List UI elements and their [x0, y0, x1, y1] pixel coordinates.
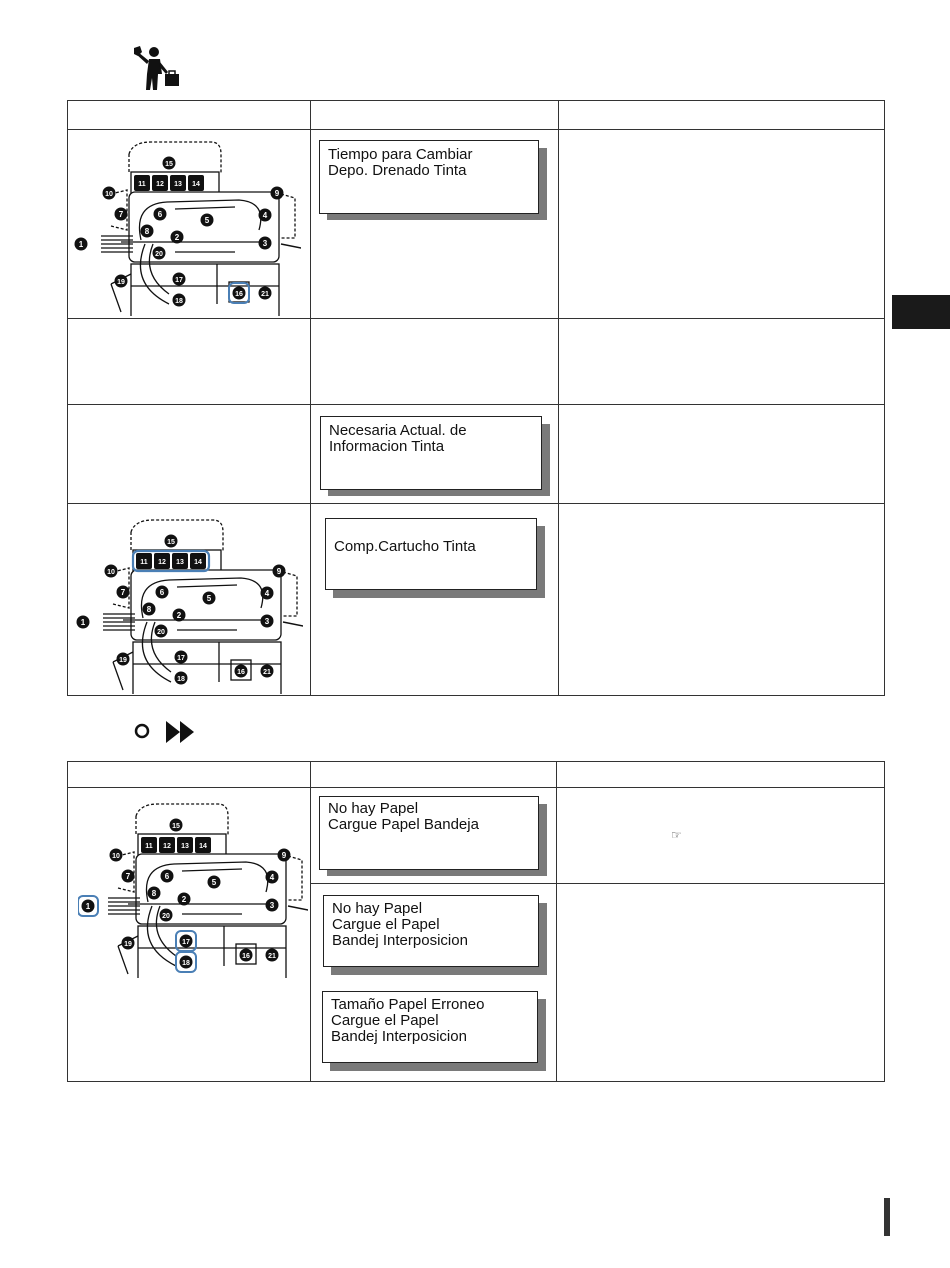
printer-diagram [73, 512, 303, 699]
callout-21 [261, 665, 274, 678]
message-line: Bandej Interposicion [331, 1028, 467, 1045]
callout-18 [175, 672, 188, 685]
svg-text:16: 16 [242, 953, 250, 960]
message-line: No hay Papel [332, 900, 423, 917]
svg-text:4: 4 [264, 589, 270, 598]
message-line: Informacion Tinta [329, 438, 445, 455]
callout-15 [170, 819, 183, 832]
message-line: Tamaño Papel Erroneo [331, 996, 485, 1013]
svg-text:7: 7 [118, 210, 124, 219]
callout-11 [141, 837, 157, 853]
callout-8 [141, 225, 154, 238]
callout-17 [175, 651, 188, 664]
svg-text:8: 8 [151, 889, 157, 898]
action-cell [557, 788, 885, 884]
svg-text:1: 1 [85, 902, 91, 911]
callout-13 [170, 175, 186, 191]
table-row [68, 319, 885, 405]
svg-text:19: 19 [117, 279, 125, 286]
svg-text:18: 18 [177, 676, 185, 683]
diagram-cell [68, 788, 311, 1082]
message-cell [311, 130, 559, 319]
callout-1 [77, 616, 90, 629]
svg-text:14: 14 [199, 843, 207, 850]
callout-9 [273, 565, 286, 578]
table-header-row [68, 101, 885, 130]
message-line: Cargue el Papel [331, 1012, 439, 1029]
circle-icon [136, 725, 148, 737]
svg-text:15: 15 [167, 539, 175, 546]
svg-text:18: 18 [175, 298, 183, 305]
callout-3 [259, 237, 272, 250]
svg-text:3: 3 [264, 617, 270, 626]
callout-15 [165, 535, 178, 548]
svg-text:9: 9 [281, 851, 287, 860]
svg-text:8: 8 [146, 605, 152, 614]
callout-14 [195, 837, 211, 853]
message-line: Necesaria Actual. de [329, 422, 467, 439]
callout-3 [261, 615, 274, 628]
message-line: Bandej Interposicion [332, 932, 468, 949]
technician-icon [132, 44, 182, 92]
svg-text:4: 4 [262, 211, 268, 220]
callout-9 [278, 849, 291, 862]
svg-text:4: 4 [269, 873, 275, 882]
callout-20 [153, 247, 166, 260]
svg-text:13: 13 [174, 181, 182, 188]
lcd-message [325, 518, 537, 590]
callout-2 [171, 231, 184, 244]
svg-text:7: 7 [120, 588, 126, 597]
svg-text:3: 3 [262, 239, 268, 248]
status-icons [132, 718, 202, 746]
message-cell [311, 884, 557, 1082]
pointing-hand-icon: ☞ [671, 828, 682, 842]
callout-4 [261, 587, 274, 600]
message-cell [311, 504, 559, 696]
svg-text:11: 11 [145, 843, 153, 850]
lcd-message [319, 140, 539, 214]
callout-2 [173, 609, 186, 622]
callout-16 [240, 949, 253, 962]
svg-text:16: 16 [235, 291, 243, 298]
printer-diagram [78, 796, 308, 983]
svg-text:5: 5 [211, 878, 217, 887]
callout-5 [203, 592, 216, 605]
lcd-message [323, 895, 539, 967]
callout-2 [178, 893, 191, 906]
printer-diagram-svg [78, 796, 308, 978]
action-cell [559, 130, 885, 319]
message-line: Cargue el Papel [332, 916, 440, 933]
svg-text:18: 18 [182, 960, 190, 967]
svg-text:12: 12 [156, 181, 164, 188]
svg-text:21: 21 [263, 669, 271, 676]
action-cell [557, 884, 885, 1082]
svg-text:17: 17 [177, 655, 185, 662]
diagram-cell [68, 504, 311, 696]
callout-8 [143, 603, 156, 616]
action-cell [559, 405, 885, 504]
svg-text:5: 5 [204, 216, 210, 225]
callout-10 [103, 187, 116, 200]
callout-21 [266, 949, 279, 962]
callout-12 [152, 175, 168, 191]
svg-text:6: 6 [157, 210, 163, 219]
callout-1 [75, 238, 88, 251]
callout-14 [190, 553, 206, 569]
callout-7 [115, 208, 128, 221]
svg-text:20: 20 [157, 629, 165, 636]
svg-text:15: 15 [172, 823, 180, 830]
callout-13 [172, 553, 188, 569]
svg-text:14: 14 [194, 559, 202, 566]
callout-19 [122, 937, 135, 950]
callout-15 [163, 157, 176, 170]
paper-table [67, 761, 885, 1082]
svg-text:2: 2 [176, 611, 182, 620]
callout-10 [110, 849, 123, 862]
page-marker [884, 1198, 890, 1236]
table-header-row [68, 762, 885, 788]
callout-10 [105, 565, 118, 578]
svg-text:15: 15 [165, 161, 173, 168]
svg-text:5: 5 [206, 594, 212, 603]
svg-text:2: 2 [181, 895, 187, 904]
svg-text:17: 17 [175, 277, 183, 284]
header-cell [559, 101, 885, 130]
header-cell [311, 101, 559, 130]
callout-11 [134, 175, 150, 191]
message-line: Comp.Cartucho Tinta [334, 538, 476, 555]
svg-text:7: 7 [125, 872, 131, 881]
diagram-cell [68, 130, 311, 319]
action-cell [559, 504, 885, 696]
callout-17 [173, 273, 186, 286]
callout-4 [259, 209, 272, 222]
svg-text:16: 16 [237, 669, 245, 676]
maintenance-table [67, 100, 885, 696]
callout-18 [173, 294, 186, 307]
action-cell [559, 319, 885, 405]
message-cell [311, 405, 559, 504]
callout-4 [266, 871, 279, 884]
svg-text:11: 11 [140, 559, 148, 566]
header-cell [557, 762, 885, 788]
svg-text:20: 20 [162, 913, 170, 920]
callout-14 [188, 175, 204, 191]
svg-text:10: 10 [105, 191, 113, 198]
svg-text:9: 9 [276, 567, 282, 576]
callout-6 [154, 208, 167, 221]
callout-20 [155, 625, 168, 638]
svg-text:9: 9 [274, 189, 280, 198]
callout-5 [208, 876, 221, 889]
diagram-cell [68, 405, 311, 504]
svg-text:13: 13 [181, 843, 189, 850]
svg-text:19: 19 [119, 657, 127, 664]
lcd-message [322, 991, 538, 1063]
svg-text:12: 12 [163, 843, 171, 850]
lcd-message [320, 416, 542, 490]
callout-16 [235, 665, 248, 678]
message-cell [311, 788, 557, 884]
header-cell [68, 101, 311, 130]
printer-diagram [71, 134, 301, 321]
callout-12 [159, 837, 175, 853]
svg-text:11: 11 [138, 181, 146, 188]
svg-text:14: 14 [192, 181, 200, 188]
callout-19 [115, 275, 128, 288]
fast-forward-icon [166, 721, 194, 743]
message-line: Depo. Drenado Tinta [328, 162, 467, 179]
svg-text:20: 20 [155, 251, 163, 258]
svg-text:21: 21 [268, 953, 276, 960]
header-cell [311, 762, 557, 788]
svg-text:1: 1 [80, 618, 86, 627]
table-row [68, 504, 885, 696]
lcd-message [319, 796, 539, 870]
callout-6 [161, 870, 174, 883]
callout-20 [160, 909, 173, 922]
svg-text:1: 1 [78, 240, 84, 249]
callout-18 [176, 952, 196, 972]
callout-21 [259, 287, 272, 300]
callout-7 [117, 586, 130, 599]
svg-text:2: 2 [174, 233, 180, 242]
callout-7 [122, 870, 135, 883]
header-cell [68, 762, 311, 788]
callout-1 [78, 896, 98, 916]
table-row [68, 130, 885, 319]
callout-6 [156, 586, 169, 599]
message-line: Tiempo para Cambiar [328, 146, 473, 163]
svg-text:3: 3 [269, 901, 275, 910]
callout-3 [266, 899, 279, 912]
svg-text:8: 8 [144, 227, 150, 236]
table-row [68, 788, 885, 884]
callout-11 [136, 553, 152, 569]
callout-12 [154, 553, 170, 569]
callout-8 [148, 887, 161, 900]
message-line: Cargue Papel Bandeja [328, 816, 479, 833]
chapter-tab [892, 295, 950, 329]
svg-text:6: 6 [164, 872, 170, 881]
svg-text:19: 19 [124, 941, 132, 948]
callout-5 [201, 214, 214, 227]
svg-text:17: 17 [182, 939, 190, 946]
diagram-cell [68, 319, 311, 405]
svg-text:13: 13 [176, 559, 184, 566]
callout-9 [271, 187, 284, 200]
svg-text:21: 21 [261, 291, 269, 298]
svg-text:10: 10 [112, 853, 120, 860]
svg-text:10: 10 [107, 569, 115, 576]
message-line: No hay Papel [328, 800, 419, 817]
svg-text:6: 6 [159, 588, 165, 597]
table-row [68, 405, 885, 504]
svg-text:12: 12 [158, 559, 166, 566]
callout-13 [177, 837, 193, 853]
message-cell [311, 319, 559, 405]
printer-diagram-svg [73, 512, 303, 694]
printer-diagram-svg [71, 134, 301, 316]
callout-19 [117, 653, 130, 666]
